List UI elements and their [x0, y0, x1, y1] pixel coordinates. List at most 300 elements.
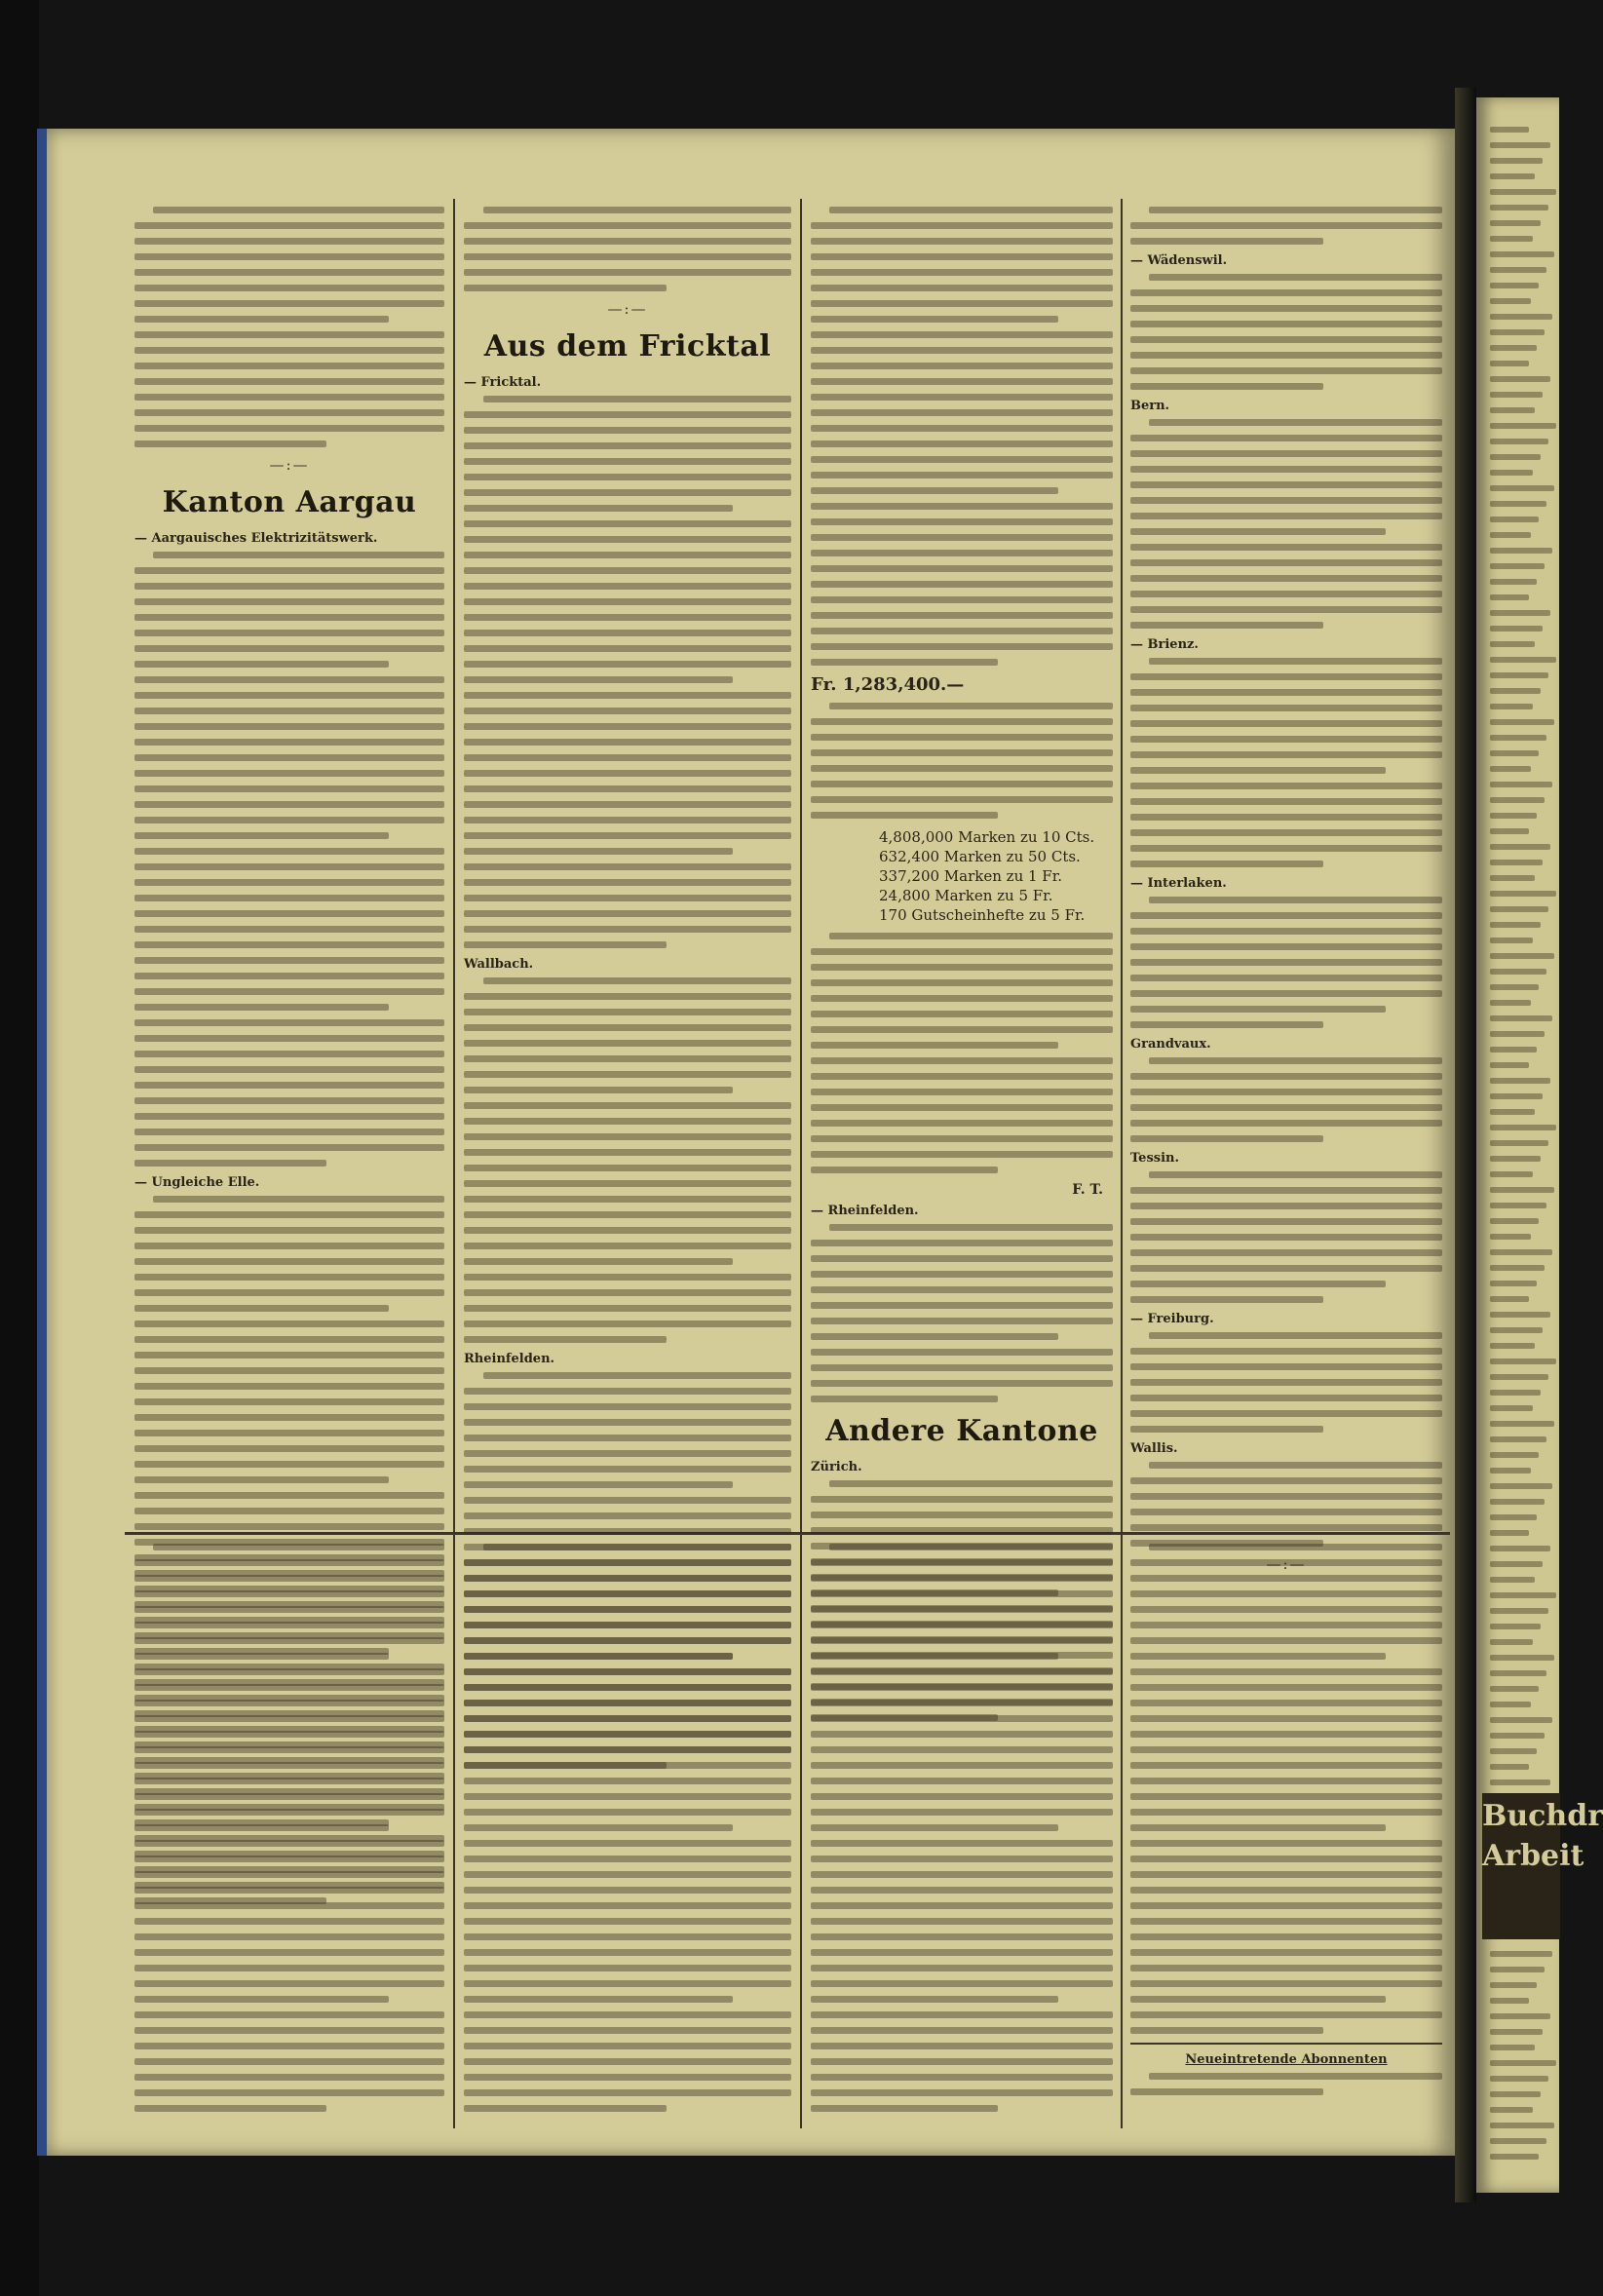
text-line: [1130, 1778, 1442, 1784]
text-line: [1490, 314, 1552, 320]
text-line: [1490, 158, 1543, 164]
text-line: [1490, 485, 1554, 491]
text-line: [1130, 1637, 1442, 1644]
text-line: [1130, 1622, 1442, 1628]
text-line: [134, 1367, 444, 1374]
text-line: [1130, 466, 1442, 473]
text-line: [1490, 1374, 1548, 1380]
text-line: [811, 440, 1113, 447]
text-line: [464, 723, 791, 730]
text-line: [134, 1492, 444, 1499]
text-line: [1490, 594, 1529, 600]
text-line: [1490, 750, 1539, 756]
text-line: [829, 207, 1113, 213]
text-line: [134, 598, 444, 605]
text-line: [134, 692, 444, 699]
text-line: [811, 1496, 1113, 1503]
text-line: [1490, 1967, 1545, 1972]
text-line: [1490, 1982, 1537, 1988]
text-line: [1490, 1296, 1529, 1302]
text-line: [811, 1996, 1058, 2003]
novel-text-block: [811, 1544, 1113, 2112]
text-line: [1130, 1509, 1442, 1515]
text-line: [1130, 1104, 1442, 1111]
article-text-block: [1130, 658, 1442, 867]
lead-tessin: Tessin.: [1130, 1151, 1180, 1166]
text-line: [464, 285, 667, 291]
text-line: [1490, 189, 1556, 195]
text-line: [811, 2089, 1113, 2096]
text-line: [464, 1040, 791, 1047]
text-line: [811, 1255, 1113, 1262]
text-line: [464, 1305, 791, 1312]
lead-wallbach: Wallbach.: [464, 957, 534, 972]
text-line: [1490, 532, 1531, 538]
text-line: [1130, 1135, 1323, 1142]
text-line: [1490, 1249, 1552, 1255]
text-line: [134, 1918, 444, 1925]
text-line: [134, 1508, 444, 1514]
text-line: [464, 442, 791, 449]
text-line: [134, 926, 444, 933]
text-line: [134, 1840, 444, 1847]
text-line: [811, 1793, 1113, 1800]
text-line: [134, 1476, 389, 1483]
text-line: [1130, 367, 1442, 374]
article-text-block: [464, 977, 791, 1343]
text-line: [811, 1731, 1113, 1738]
text-line: [134, 1035, 444, 1042]
text-line: [464, 1196, 791, 1203]
text-line: [134, 1778, 444, 1784]
text-line: [134, 1559, 444, 1566]
text-line: [464, 552, 791, 558]
column-3-upper: [811, 207, 1113, 1522]
text-line: [1490, 376, 1550, 382]
text-line: [134, 739, 444, 746]
text-line: [811, 550, 1113, 556]
text-line: [1130, 1606, 1442, 1613]
text-line: [464, 1871, 791, 1878]
text-line: [1490, 563, 1545, 569]
text-line: [1490, 1452, 1539, 1458]
text-line: [464, 2027, 791, 2034]
text-line: [1130, 751, 1442, 758]
text-line: [1490, 407, 1535, 413]
text-line: [1130, 689, 1442, 696]
text-line: [1130, 1477, 1442, 1484]
text-line: [134, 1004, 389, 1011]
text-line: [1130, 2088, 1323, 2095]
text-line: [464, 1606, 791, 1613]
text-line: [1490, 1125, 1556, 1130]
text-line: [464, 1793, 791, 1800]
text-line: [1490, 766, 1531, 772]
text-line: [1130, 1203, 1442, 1209]
separator: —:—: [269, 456, 310, 474]
separator: —:—: [607, 300, 648, 318]
text-line: [1490, 2107, 1533, 2113]
text-line: [134, 1414, 444, 1421]
text-line: [811, 1240, 1113, 1246]
text-line: [464, 676, 733, 683]
column-rule-2: [800, 199, 802, 2128]
text-line: [134, 1445, 444, 1452]
text-line: [134, 1622, 444, 1628]
text-line: [811, 1622, 1113, 1628]
text-line: [1130, 1840, 1442, 1847]
text-line: [134, 1113, 444, 1120]
text-line: [811, 1746, 1113, 1753]
text-line: [464, 941, 667, 948]
lead-wallis: Wallis.: [1130, 1441, 1178, 1456]
text-line: [134, 1715, 444, 1722]
text-line: [1130, 1731, 1442, 1738]
text-line: [134, 1289, 444, 1296]
text-line: [811, 487, 1058, 494]
text-line: [464, 2089, 791, 2096]
text-line: [1130, 959, 1442, 966]
text-line: [1490, 548, 1552, 554]
text-line: [1130, 1524, 1442, 1531]
total-amount: Fr. 1,283,400.—: [811, 674, 965, 695]
text-line: [464, 1700, 791, 1706]
text-line: [134, 1461, 444, 1468]
text-line: [1490, 2091, 1541, 2097]
text-line: [829, 933, 1113, 939]
text-line: [134, 1258, 444, 1265]
text-line: [1490, 922, 1541, 928]
text-line: [811, 1380, 1113, 1387]
text-line: [1130, 1281, 1386, 1287]
text-line: [134, 1824, 389, 1831]
book-gutter: [1455, 88, 1476, 2202]
text-line: [134, 832, 389, 839]
text-line: [1130, 1700, 1442, 1706]
text-line: [464, 614, 791, 621]
text-line: [1130, 814, 1442, 821]
text-line: [1490, 1748, 1537, 1754]
article-text-block: [464, 207, 791, 291]
text-line: [134, 1097, 444, 1104]
text-line: [134, 1575, 444, 1582]
text-line: [464, 1435, 791, 1441]
text-line: [811, 796, 1113, 803]
text-line: [811, 347, 1113, 354]
text-line: [1130, 1715, 1442, 1722]
text-line: [1490, 1514, 1537, 1520]
text-line: [134, 1856, 444, 1862]
lead-elektrizitaetswerk: — Aargauisches Elektrizitätswerk.: [134, 531, 378, 546]
text-line: [1130, 1980, 1442, 1987]
text-line: [134, 1653, 389, 1660]
text-line: [811, 1151, 1113, 1158]
text-line: [811, 1715, 1113, 1722]
text-line: [811, 503, 1113, 510]
text-line: [811, 628, 1113, 634]
separator: —:—: [1266, 1555, 1307, 1573]
text-line: [1490, 1312, 1550, 1318]
text-line: [1490, 2013, 1550, 2019]
text-line: [1490, 517, 1539, 522]
text-line: [464, 1996, 733, 2003]
text-line: [464, 630, 791, 636]
text-line: [811, 1762, 1113, 1769]
notice-new-subscribers: Neueintretende Abonnenten: [1185, 2052, 1388, 2067]
text-line: [464, 801, 791, 808]
text-line: [134, 1129, 444, 1135]
text-line: [134, 285, 444, 291]
text-line: [464, 1637, 791, 1644]
text-line: [464, 1887, 791, 1894]
text-line: [464, 754, 791, 761]
text-line: [1130, 1575, 1442, 1582]
text-line: [811, 425, 1113, 432]
text-line: [1130, 1918, 1442, 1925]
text-line: [811, 1949, 1113, 1956]
column-4-feuilleton: [1130, 1544, 1442, 2128]
stamp-figure-row: 337,200 Marken zu 1 Fr.: [879, 867, 1063, 885]
text-line: [811, 1684, 1113, 1691]
text-line: [811, 378, 1113, 385]
text-line: [1130, 289, 1442, 296]
text-line: [1490, 688, 1541, 694]
text-line: [1490, 1109, 1535, 1115]
novel-text-block: [464, 1544, 791, 2112]
text-line: [464, 1388, 791, 1395]
text-line: [811, 300, 1113, 307]
lead-rheinfelden-2: — Rheinfelden.: [811, 1204, 919, 1218]
text-line: [811, 565, 1113, 572]
text-line: [134, 1902, 444, 1909]
text-line: [1130, 222, 1442, 229]
text-line: [483, 207, 791, 213]
text-line: [1130, 1120, 1442, 1127]
text-line: [1130, 450, 1442, 457]
text-line: [1490, 298, 1531, 304]
text-line: [1490, 205, 1548, 210]
text-line: [153, 1196, 444, 1203]
text-line: [811, 1073, 1113, 1080]
text-line: [464, 2074, 791, 2081]
text-line: [464, 1528, 791, 1535]
text-line: [1130, 622, 1323, 629]
text-line: [483, 1544, 791, 1550]
article-text-block: [811, 207, 1113, 666]
text-line: [464, 1902, 791, 1909]
text-line: [134, 1590, 444, 1597]
text-line: [464, 1762, 791, 1769]
text-line: [1490, 267, 1546, 273]
text-line: [1490, 1779, 1550, 1785]
text-line: [811, 1527, 1113, 1534]
lead-zuerich: Zürich.: [811, 1460, 862, 1474]
text-line: [464, 1009, 791, 1015]
column-1-upper: [134, 207, 444, 1522]
text-line: [1490, 610, 1550, 616]
text-line: [811, 1590, 1113, 1597]
column-4-upper: [1130, 207, 1442, 1573]
novel-text-block: [1130, 1544, 1442, 2034]
text-line: [134, 1949, 444, 1956]
text-line: [1490, 470, 1533, 476]
text-line: [811, 1809, 1113, 1816]
text-line: [464, 645, 791, 652]
text-line: [153, 1544, 444, 1550]
text-line: [811, 1396, 998, 1402]
text-line: [1130, 829, 1442, 836]
text-line: [1490, 236, 1533, 242]
text-line: [464, 1731, 791, 1738]
text-line: [811, 1135, 1113, 1142]
text-line: [811, 253, 1113, 260]
text-line: [1490, 797, 1545, 803]
article-text-block: [1130, 1057, 1442, 1142]
text-line: [134, 1398, 444, 1405]
text-line: [134, 1211, 444, 1218]
article-text-block: [811, 933, 1113, 1173]
text-line: [134, 957, 444, 964]
text-line: [829, 703, 1113, 709]
text-line: [811, 1286, 1113, 1293]
text-line: [1130, 1493, 1442, 1500]
text-line: [464, 1258, 733, 1265]
text-line: [464, 1165, 791, 1171]
text-line: [1130, 1965, 1442, 1971]
column-1-feuilleton: [134, 1544, 444, 2128]
text-line: [1490, 657, 1556, 663]
text-line: [464, 1102, 791, 1109]
text-line: [134, 1637, 444, 1644]
headline-aus-dem-fricktal: Aus dem Fricktal: [483, 329, 772, 364]
text-line: [811, 596, 1113, 603]
text-line: [1490, 906, 1548, 912]
text-line: [1490, 1764, 1529, 1770]
text-line: [134, 440, 326, 447]
text-line: [464, 895, 791, 901]
text-line: [1149, 1462, 1442, 1469]
column-2-upper: [464, 207, 791, 1522]
text-line: [464, 238, 791, 245]
text-line: [1149, 1332, 1442, 1339]
text-line: [1130, 1684, 1442, 1691]
text-line: [1490, 423, 1556, 429]
text-line: [1490, 1733, 1545, 1739]
text-line: [1490, 1390, 1541, 1396]
text-line: [1490, 1405, 1533, 1411]
text-line: [134, 863, 444, 870]
text-line: [811, 659, 998, 666]
text-line: [1490, 1031, 1545, 1037]
text-line: [134, 2089, 444, 2096]
text-line: [134, 1809, 444, 1816]
text-line: [134, 238, 444, 245]
text-line: [1149, 1171, 1442, 1178]
lead-fricktal: — Fricktal.: [464, 375, 542, 390]
text-line: [464, 1512, 791, 1519]
text-line: [1490, 844, 1550, 850]
text-line: [464, 1949, 791, 1956]
text-line: [1130, 1762, 1442, 1769]
text-line: [811, 979, 1113, 986]
text-line: [134, 331, 444, 338]
text-line: [1490, 1062, 1529, 1068]
text-line: [464, 1824, 733, 1831]
text-line: [1130, 912, 1442, 919]
text-line: [464, 1024, 791, 1031]
text-line: [1130, 1073, 1442, 1080]
text-line: [464, 817, 791, 823]
text-line: [464, 1809, 791, 1816]
text-line: [464, 1243, 791, 1249]
column-2-feuilleton: [464, 1544, 791, 2128]
text-line: [1130, 305, 1442, 312]
text-line: [464, 1087, 733, 1093]
text-line: [134, 363, 444, 369]
text-line: [811, 1871, 1113, 1878]
text-line: [1130, 1021, 1323, 1028]
text-line: [1490, 704, 1533, 709]
text-line: [1490, 2154, 1539, 2160]
text-line: [153, 207, 444, 213]
text-line: [464, 1840, 791, 1847]
text-line: [464, 1320, 791, 1327]
text-line: [811, 765, 1113, 772]
text-line: [483, 1372, 791, 1379]
text-line: [464, 1778, 791, 1784]
text-line: [464, 2058, 791, 2065]
text-line: [811, 581, 1113, 588]
text-line: [1130, 1824, 1386, 1831]
text-line: [829, 1480, 1113, 1487]
text-line: [134, 973, 444, 979]
column-3-feuilleton: [811, 1544, 1113, 2128]
text-line: [1490, 1608, 1548, 1614]
text-line: [1490, 969, 1546, 975]
text-line: [811, 749, 1113, 756]
text-line: [811, 1026, 1113, 1033]
text-line: [811, 1011, 1113, 1017]
text-line: [134, 2043, 444, 2049]
headline-kanton-aargau: Kanton Aargau: [162, 485, 417, 519]
text-line: [811, 1333, 1058, 1340]
text-line: [1490, 501, 1546, 507]
text-line: [1490, 782, 1552, 787]
text-line: [134, 988, 444, 995]
text-line: [464, 269, 791, 276]
text-line: [1130, 513, 1442, 519]
text-line: [1130, 383, 1323, 390]
text-line: [1490, 1078, 1550, 1084]
text-line: [1490, 1546, 1550, 1551]
text-line: [1149, 2073, 1442, 2080]
text-line: [811, 1606, 1113, 1613]
text-line: [134, 1430, 444, 1436]
text-line: [1490, 1499, 1545, 1505]
text-line: [1490, 439, 1548, 444]
text-line: [1490, 641, 1535, 647]
text-line: [464, 1715, 791, 1722]
text-line: [1130, 975, 1442, 981]
text-line: [1130, 544, 1442, 551]
text-line: [134, 941, 444, 948]
text-line: [1490, 2123, 1554, 2128]
text-line: [1130, 736, 1442, 743]
text-line: [1490, 984, 1539, 990]
text-line: [464, 1466, 791, 1473]
text-line: [134, 1051, 444, 1057]
text-line: [1490, 1561, 1543, 1567]
